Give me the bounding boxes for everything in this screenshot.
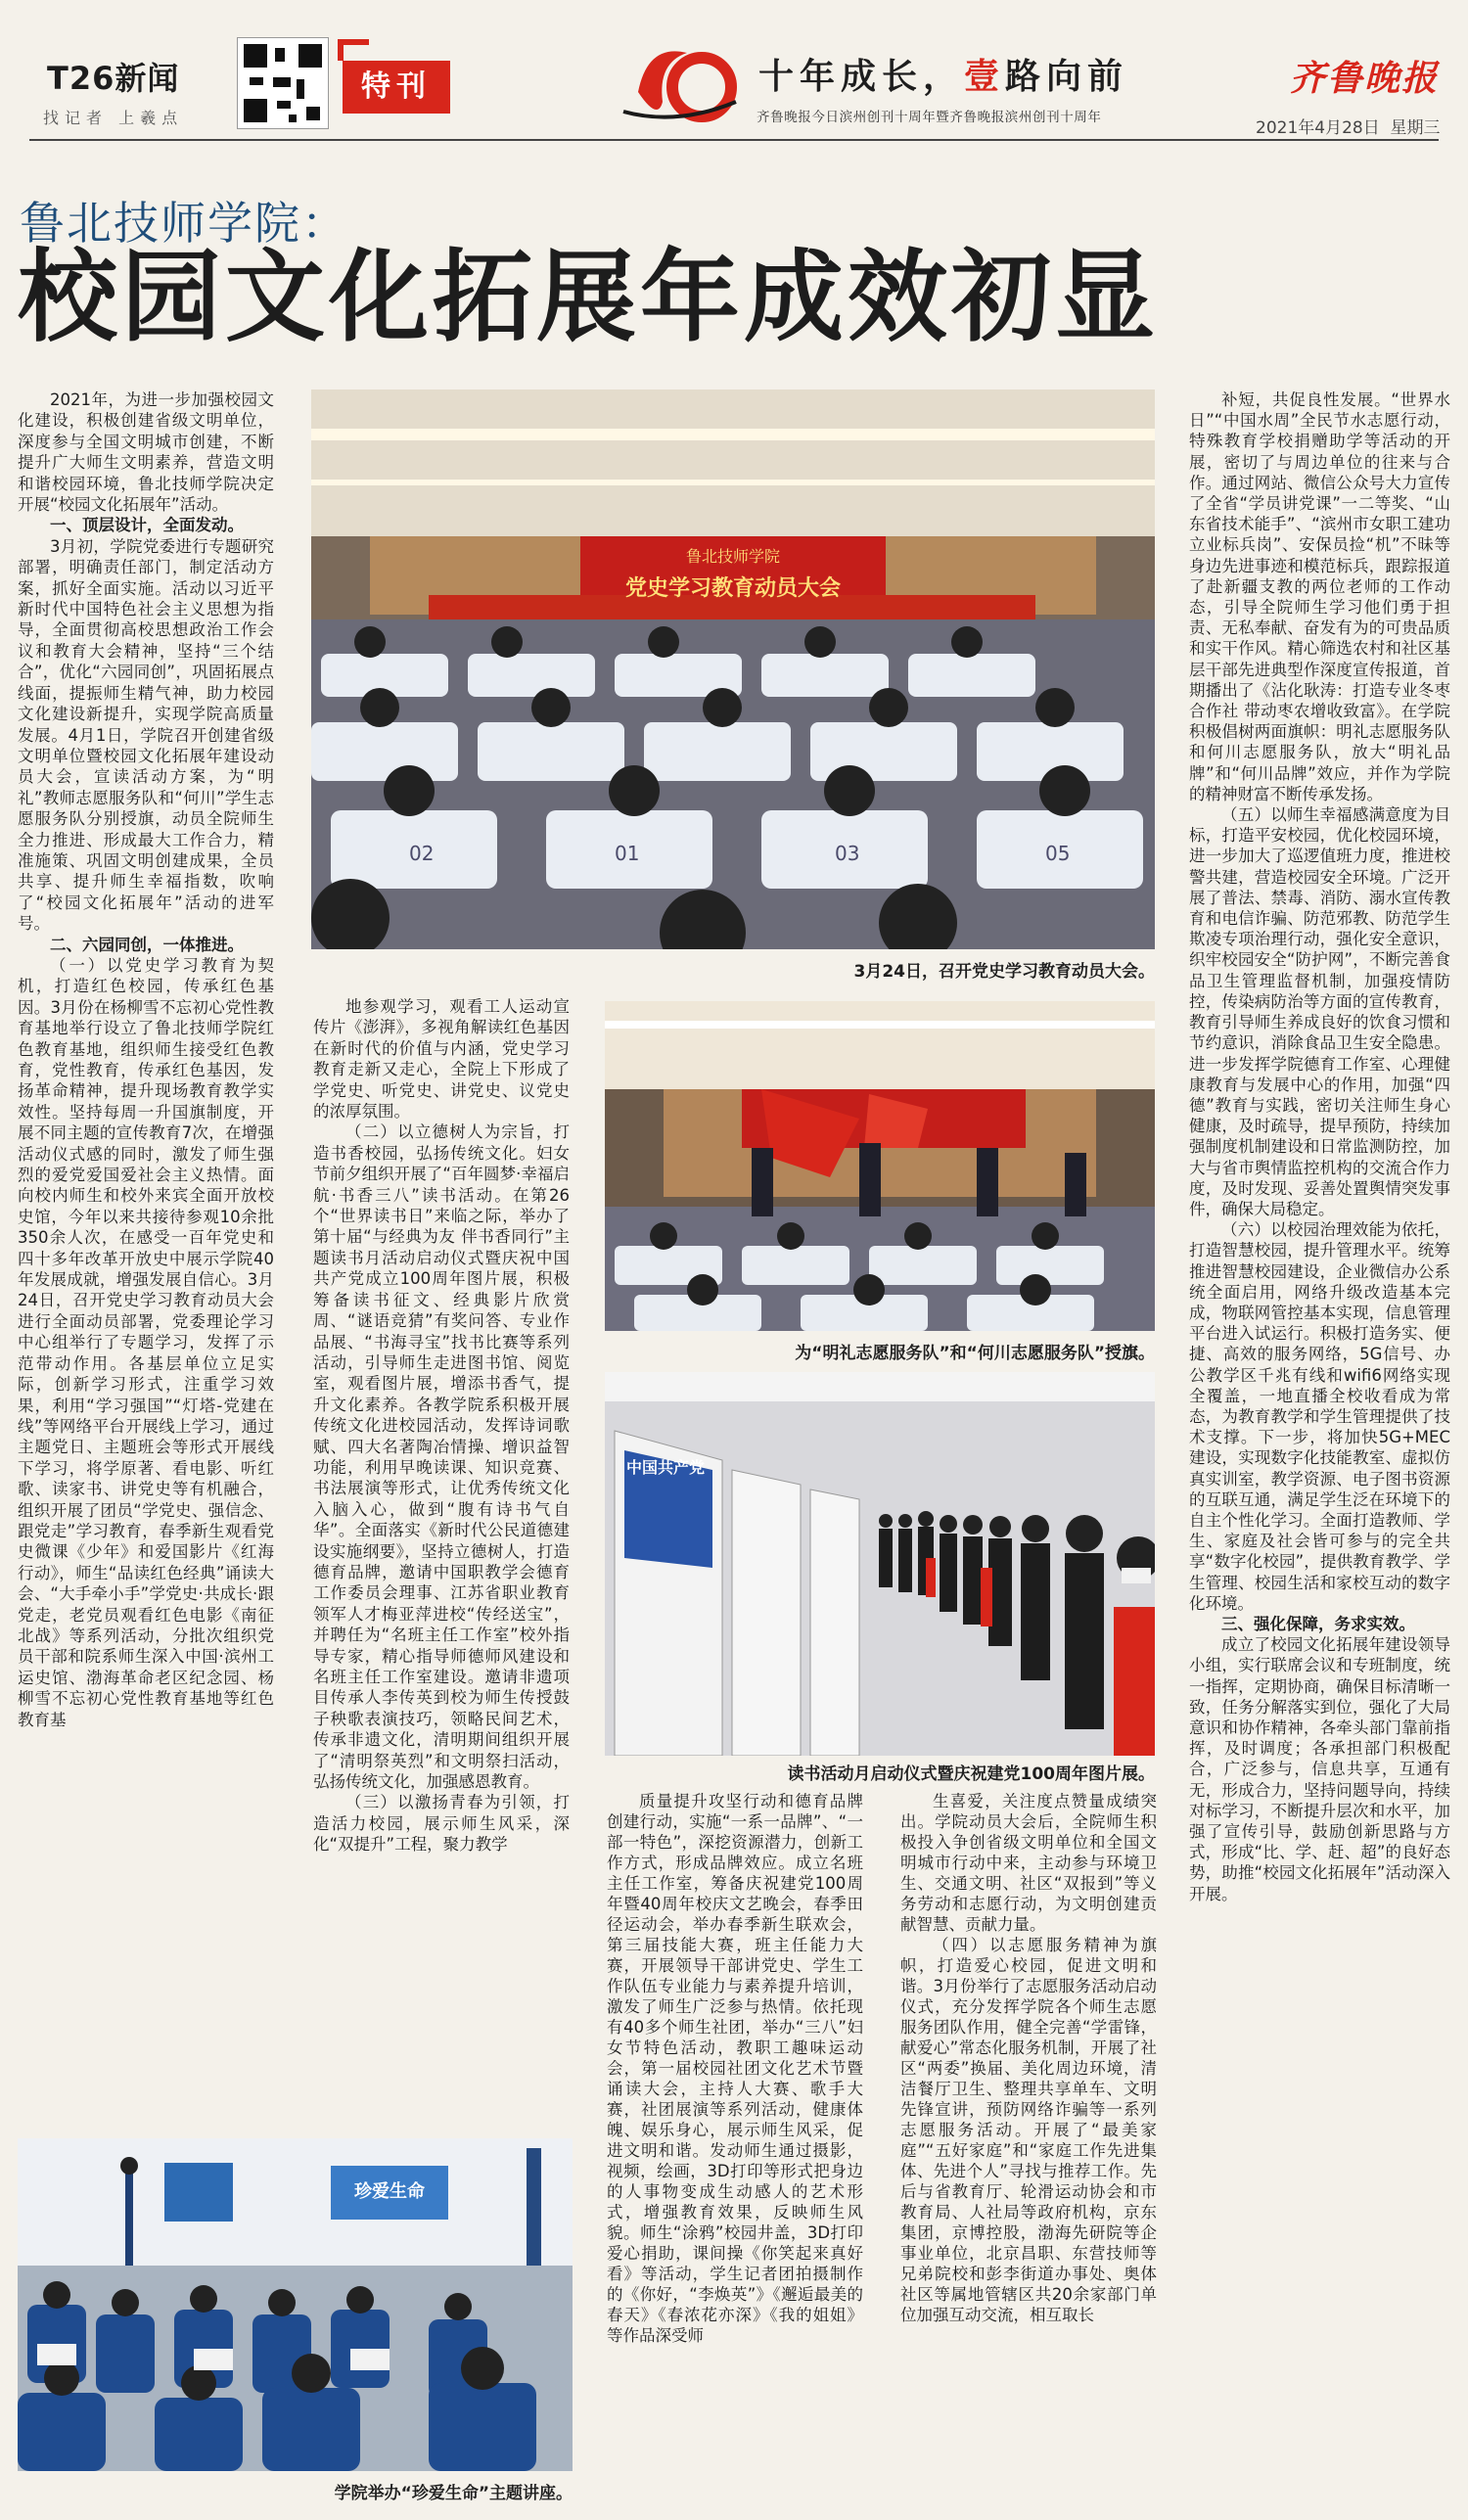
photo2-caption: 为“明礼志愿服务队”和“何川志愿服务队”授旗。 bbox=[795, 1344, 1155, 1363]
section-heading: 一、顶层设计，全面发动。 bbox=[50, 516, 244, 535]
page-number: T26新闻 bbox=[47, 60, 180, 97]
photo-exhibition-scene bbox=[605, 1372, 1155, 1756]
article-column-2 bbox=[313, 996, 570, 2131]
section-heading: 三、强化保障，务求实效。 bbox=[1221, 1614, 1415, 1633]
article-column-3 bbox=[607, 1791, 863, 2510]
photo4-caption: 学院举办“珍爱生命”主题讲座。 bbox=[334, 2484, 573, 2503]
paragraph: （二）以立德树人为宗旨，打造书香校园，弘扬传统文化。妇女节前夕组织开展了“百年圆梦·幸福启航·书香三八”读书活动。在第26个“世界读书日”来临之际，举办了第十届“与经典为友 伴书香同行”主题读书月活动启动仪式暨庆祝中国共产党成立100周年图片展，积极筹备读书征文、经典影片欣赏周、“谜语竞猜”有奖问答、专业作品展、“书海寻宝”找书比赛等系列活动，引导师生走进图书馆、阅览室，观看图片展，增添书香气，提升文化素养。各教学院系积极开展传统文化进校园活动，发挥诗词歌赋、四大名著陶冶情操、增识益智功能，利用早晚读课、知识竞赛、书法展演等形式，让优秀传统文化入脑入心，做到“腹有诗书气自华”。全面落实《新时代公民道德建设实施纲要》，坚持立德树人，打造德育品牌，邀请中国职教学会德育工作委员会理事、江苏省职业教育领军人才梅亚萍进校“传经送宝”，并聘任为“名班主任工作室”校外指导专家，精心指导师德师风建设和名班主任工作室建设。邀请非遗项目传承人李传英到校为师生传授鼓子秧歌表演技巧，领略民间艺术，传承非遗文化，清明期间组织开展了“清明祭英烈”和文明祭扫活动，弘扬传统文化，加强感恩教育。 bbox=[313, 1123, 570, 1792]
paragraph: 成立了校园文化拓展年建设领导小组，实行联席会议和专班制度，统一指挥，定期协商，确保目标清晰一致，任务分解落实到位，强化了大局意识和协作精神，各牵头部门靠前指挥，及时调度；各承担部门积极配合，广泛参与，信息共享，互通有无，形成合力，坚持问题导向，持续对标学习，不断提升层次和水平，加强了宣传引导，鼓励创新思路与方式，形成“比、学、赶、超”的良好态势，助推“校园文化拓展年”活动深入开展。 bbox=[1189, 1635, 1450, 1903]
paragraph: （五）以师生幸福感满意度为目标，打造平安校园，优化校园环境，进一步加大了巡逻值班力度，推进校警共建，营造校园安全环境。广泛开展了普法、禁毒、消防、溺水宣传教育和电信诈骗、防范邪教、防范学生欺凌专项治理行动，强化安全意识，织牢校园安全“防护网”，不断完善食品卫生管理监督机制，加强疫情防控，传染病防治等方面的宣传教育，教育引导师生养成良好的饮食习惯和节约意识，消除食品卫生安全隐患。进一步发挥学院德育工作室、心理健康教育与发展中心的作用，加强“四德”教育与实践，密切关注师生身心健康，及时疏导，提早预防，持续加强制度机制建设和日常监测防控，加大与省市舆情监控机构的交流合作力度，及时发现、妥善处置舆情突发事件，确保大局稳定。 bbox=[1189, 805, 1450, 1218]
photo-flag-presentation bbox=[605, 1001, 1155, 1331]
photo1-banner: 党史学习教育动员大会 bbox=[624, 576, 841, 601]
qr-code-icon bbox=[237, 37, 329, 129]
article-column-4 bbox=[900, 1791, 1157, 2510]
anniversary-subtitle: 齐鲁晚报今日滨州创刊十周年暨齐鲁晚报滨州创刊十周年 bbox=[757, 110, 1102, 125]
article-subtitle: 鲁北技师学院： bbox=[20, 197, 348, 250]
photo3-caption: 读书活动月启动仪式暨庆祝建党100周年图片展。 bbox=[607, 1760, 1155, 1784]
header-divider bbox=[29, 139, 1439, 141]
photo1-seat-number: 03 bbox=[835, 842, 860, 865]
paragraph: 生喜爱，关注度点赞量成绩突出。学院动员大会后，全院师生积极投入争创省级文明单位和全国文明城市行动中来，主动参与环境卫生、交通文明、社区“双报到”等义务劳动和志愿行动，为文明创建贡献智慧、贡献力量。 bbox=[900, 1792, 1157, 1934]
photo1-caption: 3月24日，召开党史学习教育动员大会。 bbox=[853, 962, 1155, 982]
section-heading: 二、六园同创，一体推进。 bbox=[50, 935, 244, 954]
article-column-1 bbox=[18, 389, 274, 2124]
photo-cherish-life-lecture bbox=[18, 2138, 573, 2471]
paragraph: 补短，共促良性发展。“世界水日”“中国水周”全民节水志愿行动，特殊教育学校捐赠助学等活动的开展，密切了与周边单位的往来与合作。通过网站、微信公众号大力宣传了全省“学员讲党课”一二等奖、“山东省技术能手”、“滨州市女职工建功立业标兵岗”、安保员捡“机”不昧等身边先进事迹和模范标兵，跟踪报道了赴新疆支教的两位老师的工作动态，引导全院师生学习他们勇于担责、无私奉献、奋发有为的可贵品质和实干作风。精心筛选农村和社区基层干部先进典型作深度宣传报道，首期播出了《沾化耿涛：打造专业冬枣合作社 带动枣农增收致富》。在学院积极倡树两面旗帜：明礼志愿服务队和何川志愿服务队，放大“明礼品牌”和“何川品牌”效应，并作为学院的精神财富不断传承发扬。 bbox=[1189, 390, 1450, 803]
photo4-screen-text: 珍爱生命 bbox=[354, 2181, 425, 2202]
column-tag: 特刊 bbox=[343, 61, 450, 114]
issue-date: 2021年4月28日 星期三 bbox=[1256, 118, 1441, 138]
newspaper-brand: 齐鲁晚报 bbox=[1290, 58, 1440, 99]
slogan: 找记者 上羲点 bbox=[43, 109, 184, 127]
paragraph: 质量提升攻坚行动和德育品牌创建行动，实施“一系一品牌”、“一部一特色”，深挖资源潜力，创新工作方式，形成品牌效应。成立名班主任工作室，筹备庆祝建党100周年暨40周年校庆文艺晚会，春季田径运动会，举办春季新生联欢会，第三届技能大赛，班主任能力大赛，开展领导干部讲党史、学生工作队伍专业能力与素养提升培训，激发了师生广泛参与热情。依托现有40多个师生社团，举办“三八”妇女节特色活动，教职工趣味运动会，第一届校园社团文化艺术节暨诵读大会，主持人大赛、歌手大赛，社团展演等系列活动，健康体魄、娱乐身心，展示师生风采，促进文明和谐。发动师生通过摄影，视频，绘画，3D打印等形式把身边的人事物变成生动感人的艺术形式，增强教育效果，反映师生风貌。师生“涂鸦”校园井盖，3D打印爱心捐助，课间操《你笑起来真好看》等活动，学生记者团拍摄制作的《你好，“李焕英”》《邂逅最美的春天》《春浓花亦深》《我的姐姐》等作品深受师 bbox=[607, 1792, 863, 2345]
photo3-board-text: 中国共产党 bbox=[626, 1458, 706, 1477]
photo1-banner-top: 鲁北技师学院 bbox=[685, 547, 780, 566]
photo-mobilization-meeting bbox=[311, 389, 1155, 949]
anniversary-title: 十年成长，壹路向前 bbox=[758, 56, 1129, 97]
paragraph: （六）以校园治理效能为依托，打造智慧校园，提升管理水平。统筹推进智慧校园建设，企业微信办公系统全面启用，网络升级改造基本完成，物联网管控基本实现，信息管理平台进入试运行。积极打造务实、便捷、高效的服务网络，5G信号、办公教学区千兆有线和wifi6网络实现全覆盖，一地直播全校收看成为常态，为教育教学和学生管理提供了技术支撑。下一步，将加快5G+MEC建设，实现数字化技能教室、虚拟仿真实训室，教学资源、电子图书资源的互联互通，满足学生泛在环境下的自主个性化学习。全面打造教师、学生、家庭及社会皆可参与的完全共享“数字化校园”，提供教育教学、学生管理、校园生活和家校互动的数字化环境。 bbox=[1189, 1220, 1450, 1613]
paragraph: （一）以党史学习教育为契机，打造红色校园，传承红色基因。3月份在杨柳雪不忘初心党性教育基地举行设立了鲁北技师学院红色教育基地，组织师生接受红色教育，党性教育，传承红色基因，发扬革命精神，提升现场教育教学实效性。坚持每周一升国旗制度，开展不同主题的宣传教育7次，在增强活动仪式感的同时，激发了师生强烈的爱党爱国爱社会主义热情。面向校内师生和校外来宾全面开放校史馆，今年以来共接待参观10余批350余人次，在感受一百年党史和四十多年改革开放史中展示学院40年发展成就，增强发展自信心。3月24日，召开党史学习教育动员大会进行全面动员部署，党委理论学习中心组举行了专题学习，发挥了示范带动作用。各基层单位立足实际，创新学习形式，注重学习效果，利用“学习强国”“灯塔-党建在线”等网络平台开展线上学习，通过主题党日、主题班会等形式开展线下学习，将学原著、看电影、听红歌、读家书、讲党史等有机融合，组织开展了团员“学党史、强信念、跟党走”学习教育，春季新生观看党史微课《少年》和爱国影片《红海行动》，师生“品读红色经典”诵读大会、“大手牵小手”学党史·共成长·跟党走，老党员观看红色电影《南征北战》等系列活动，分批次组织党员干部和院系师生深入中国·滨州工运史馆、渤海革命老区纪念园、杨柳雪不忘初心党性教育基地等红色教育基 bbox=[18, 955, 274, 1729]
photo1-seat-number: 01 bbox=[615, 842, 640, 865]
tag-corner-decoration bbox=[338, 39, 369, 61]
article-column-5 bbox=[1189, 389, 1450, 2513]
paragraph: （三）以激扬青春为引领，打造活力校园，展示师生风采，深化“双提升”工程，聚力教学 bbox=[313, 1793, 570, 1855]
paragraph: （四）以志愿服务精神为旗帜，打造爱心校园，促进文明和谐。3月份举行了志愿服务活动启动仪式，充分发挥学院各个师生志愿服务团队作用，健全完善“学雷锋，献爱心”常态化服务机制，开展了社区“两委”换届、美化周边环境，清洁餐厅卫生、整理共享单车、文明先锋宣讲，预防网络诈骗等一系列志愿服务活动。开展了“最美家庭”“五好家庭”和“家庭工作先进集体、先进个人”寻找与推荐工作。先后与省教育厅、轮滑运动协会和市教育局、人社局等政府机构，京东集团，京博控股，渤海先研院等企事业单位，北京昌职、东营技师等兄弟院校和彭李街道办事处、奥体社区等属地管辖区共20余家部门单位加强互动交流，相互取长 bbox=[900, 1936, 1157, 2324]
section-name: 新闻 bbox=[115, 60, 180, 97]
anniversary-emblem-icon bbox=[619, 33, 741, 131]
photo1-seat-number: 02 bbox=[409, 842, 435, 865]
paragraph: 3月初，学院党委进行专题研究部署，明确责任部门，制定活动方案，抓好全面实施。活动以习近平新时代中国特色社会主义思想为指导，全面贯彻高校思想政治工作会议和教育大会精神，坚持“三个结合”，优化“六园同创”，巩固拓展点线面，提振师生精气神，助力校园文化建设新提升，实现学院高质量发展。4月1日，学院召开创建省级文明单位暨校园文化拓展年建设动员大会，宣读活动方案，为“明礼”教师志愿服务队和“何川”学生志愿服务队分别授旗，动员全院师生全力推进、形成最大工作合力，精准施策、巩固文明创建成果，全员共享、提升师生幸福指数，吹响了“校园文化拓展年”活动的进军号。 bbox=[18, 536, 274, 934]
photo1-seat-number: 05 bbox=[1045, 842, 1071, 865]
paragraph: 地参观学习，观看工人运动宣传片《澎湃》，多视角解读红色基因在新时代的价值与内涵，党史学习教育走新又走心，全院上下形成了学党史、听党史、讲党史、议党史的浓厚氛围。 bbox=[313, 997, 570, 1122]
article-headline: 校园文化拓展年成效初显 bbox=[18, 240, 1159, 356]
paragraph: 2021年，为进一步加强校园文化建设，积极创建省级文明单位，深度参与全国文明城市创建，不断提升广大师生文明素养，营造文明和谐校园环境，鲁北技师学院决定开展“校园文化拓展年”活动。 bbox=[18, 390, 274, 515]
